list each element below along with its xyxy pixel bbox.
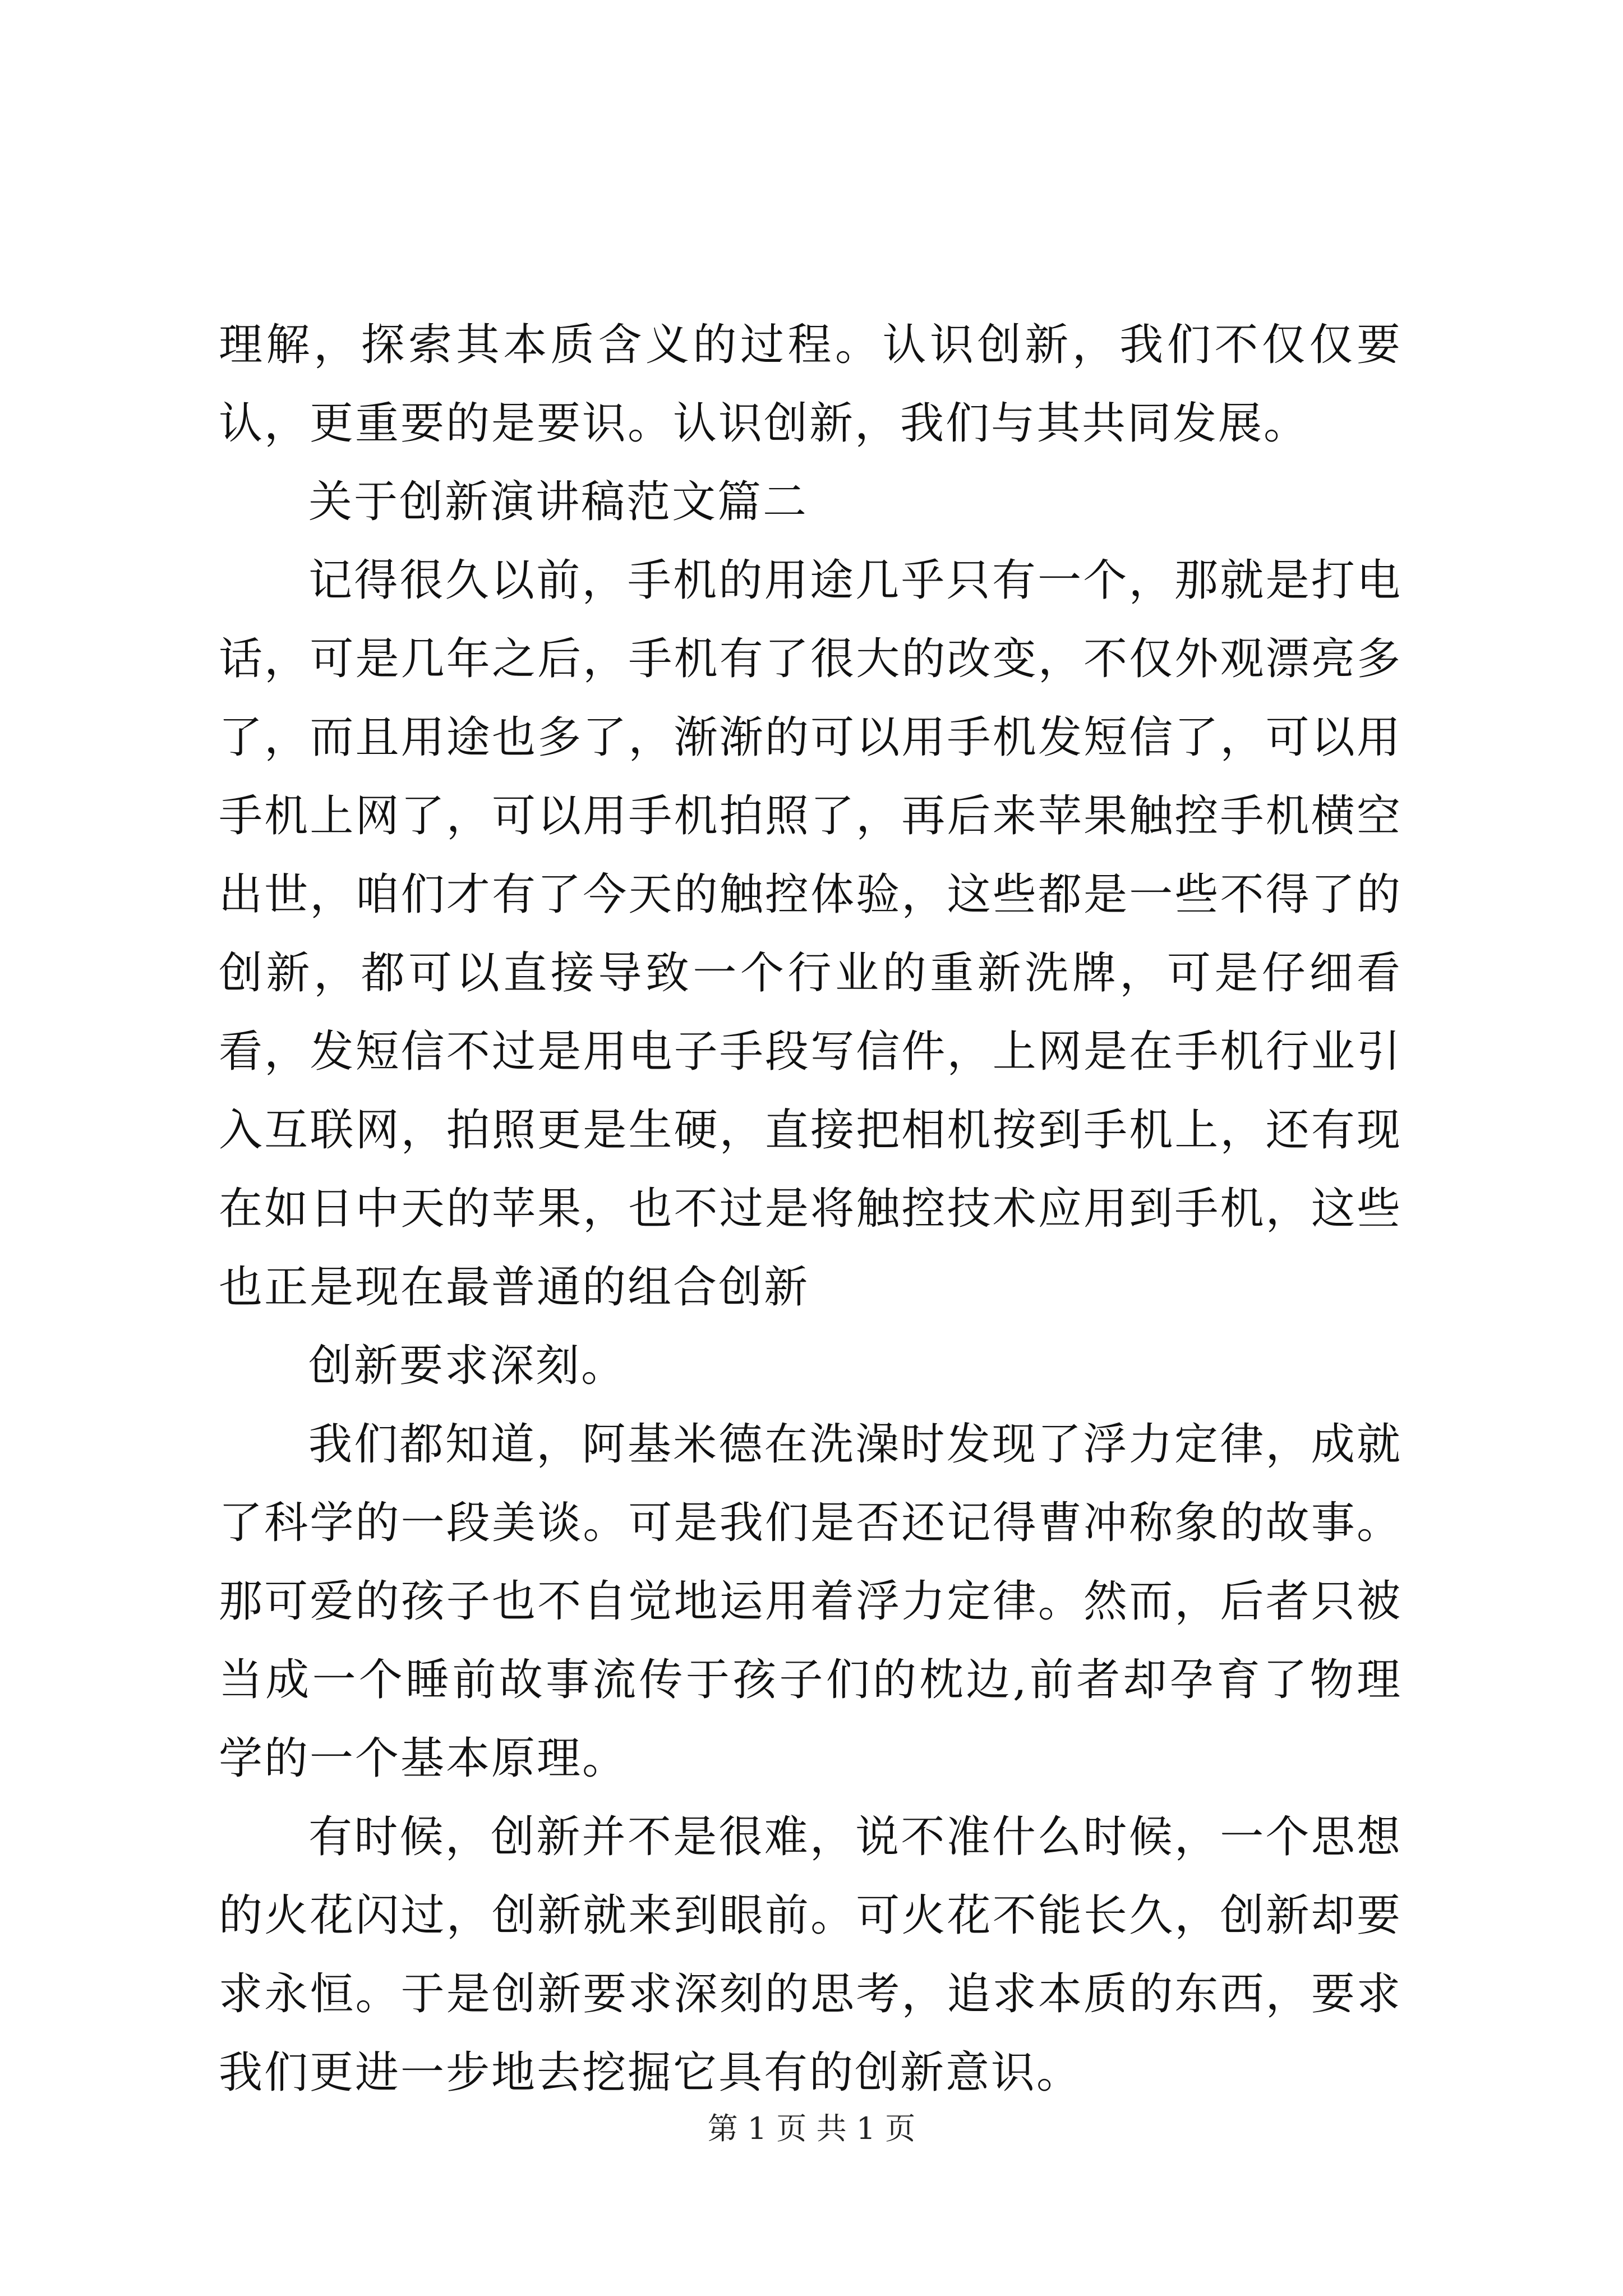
paragraph-archimedes: 我们都知道，阿基米德在洗澡时发现了浮力定律，成就了科学的一段美谈。可是我们是否还记得曹冲称象的故事。那可爱的孩子也不自觉地运用着浮力定律。然而，后者只被当成一个睡前故事流传于孩子们的枕边,前者却孕育了物理学的一个基本原理。 xyxy=(219,1419,1402,1784)
paragraph-spark: 有时候，创新并不是很难，说不准什么时候，一个思想的火花闪过，创新就来到眼前。可火花不能长久，创新却要求永恒。于是创新要求深刻的思考，追求本质的东西，要求我们更进一步地去挖掘它具有的创新意识。 xyxy=(219,1812,1402,2098)
paragraph-mobile-phone: 记得很久以前，手机的用途几乎只有一个，那就是打电话，可是几年之后，手机有了很大的改变，不仅外观漂亮多了，而且用途也多了，渐渐的可以用手机发短信了，可以用手机上网了，可以用手机拍照了，再后来苹果触控手机横空出世，咱们才有了今天的触控体验，这些都是一些不得了的创新，都可以直接导致一个行业的重新洗牌，可是仔细看看，发短信不过是用电子手段写信件，上网是在手机行业引入互联网，拍照更是生硬，直接把相机按到手机上，还有现在如日中天的苹果，也不过是将触控技术应用到手机，这些也正是现在最普通的组合创新 xyxy=(219,555,1402,1313)
section-heading: 关于创新演讲稿范文篇二 xyxy=(308,477,809,527)
document-body xyxy=(219,306,1402,2112)
paragraph-innovation-depth: 创新要求深刻。 xyxy=(308,1341,627,1391)
page-footer: 第 1 页 共 1 页 xyxy=(707,2111,916,2146)
paragraph-continuation: 理解，探索其本质含义的过程。认识创新，我们不仅仅要认，更重要的是要识。认识创新，我们与其共同发展。 xyxy=(219,320,1402,449)
